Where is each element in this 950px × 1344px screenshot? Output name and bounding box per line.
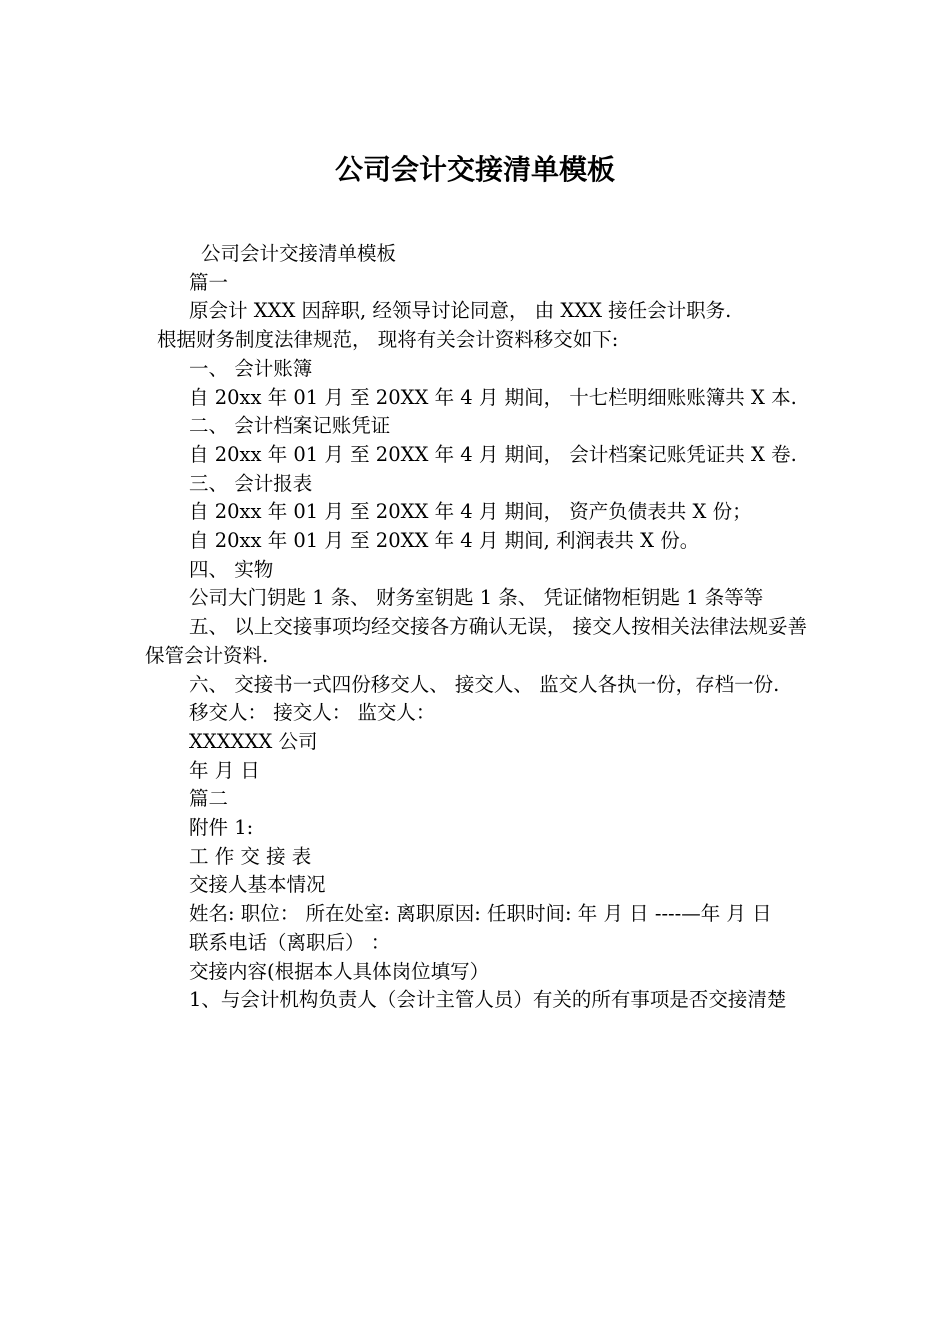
paragraph-section-two: 篇二 bbox=[189, 787, 229, 811]
paragraph-company: XXXXXX 公司 bbox=[189, 729, 318, 753]
paragraph-subtitle: 公司会计交接清单模板 bbox=[201, 242, 397, 265]
paragraph: 联系电话（离职后） ： bbox=[189, 930, 391, 954]
paragraph: 根据财务制度法律规范， 现将有关会计资料移交如下: bbox=[157, 328, 619, 352]
paragraph: 五、 以上交接事项均经交接各方确认无误， 接交人按相关法律法规妥善保管会计资料. bbox=[145, 615, 807, 667]
paragraph-heading: 交接人基本情况 bbox=[189, 873, 326, 897]
paragraph: 自 20xx 年 01 月 至 20XX 年 4 月 期间， 十七栏明细账账簿共 X 本. bbox=[189, 385, 797, 409]
paragraph: 公司大门钥匙 1 条、 财务室钥匙 1 条、 凭证储物柜钥匙 1 条等等 bbox=[189, 586, 764, 610]
paragraph: 1、与会计机构负责人（会计主管人员）有关的所有事项是否交接清楚 bbox=[189, 988, 787, 1012]
paragraph: 姓名: 职位： 所在处室: 离职原因: 任职时间: 年 月 日 ----—年 月 日 bbox=[189, 902, 772, 926]
paragraph-form-title: 工 作 交 接 表 bbox=[189, 844, 312, 868]
paragraph: 自 20xx 年 01 月 至 20XX 年 4 月 期间， 会计档案记账凭证共 X 卷. bbox=[189, 442, 797, 466]
document-body bbox=[145, 240, 807, 1015]
paragraph: 自 20xx 年 01 月 至 20XX 年 4 月 期间， 资产负债表共 X 份； bbox=[189, 500, 752, 524]
paragraph-signatures: 移交人： 接交人： 监交人： bbox=[189, 701, 436, 725]
paragraph: 自 20xx 年 01 月 至 20XX 年 4 月 期间, 利润表共 X 份。 bbox=[189, 529, 700, 553]
document-title: 公司会计交接清单模板 bbox=[334, 153, 615, 186]
paragraph-date: 年 月 日 bbox=[189, 758, 260, 782]
paragraph: 交接内容(根据本人具体岗位填写） bbox=[189, 959, 490, 983]
paragraph: 原会计 XXX 因辞职, 经领导讨论同意， 由 XXX 接任会计职务. bbox=[189, 299, 732, 323]
paragraph-heading: 三、 会计报表 bbox=[189, 471, 313, 495]
paragraph-section-one: 篇一 bbox=[189, 270, 229, 294]
paragraph-heading: 一、 会计账簿 bbox=[189, 356, 313, 380]
paragraph-attachment: 附件 1: bbox=[189, 816, 254, 840]
paragraph-heading: 四、 实物 bbox=[189, 557, 274, 581]
paragraph-heading: 二、 会计档案记账凭证 bbox=[189, 414, 391, 438]
paragraph: 六、 交接书一式四份移交人、 接交人、 监交人各执一份，存档一份. bbox=[189, 672, 780, 696]
